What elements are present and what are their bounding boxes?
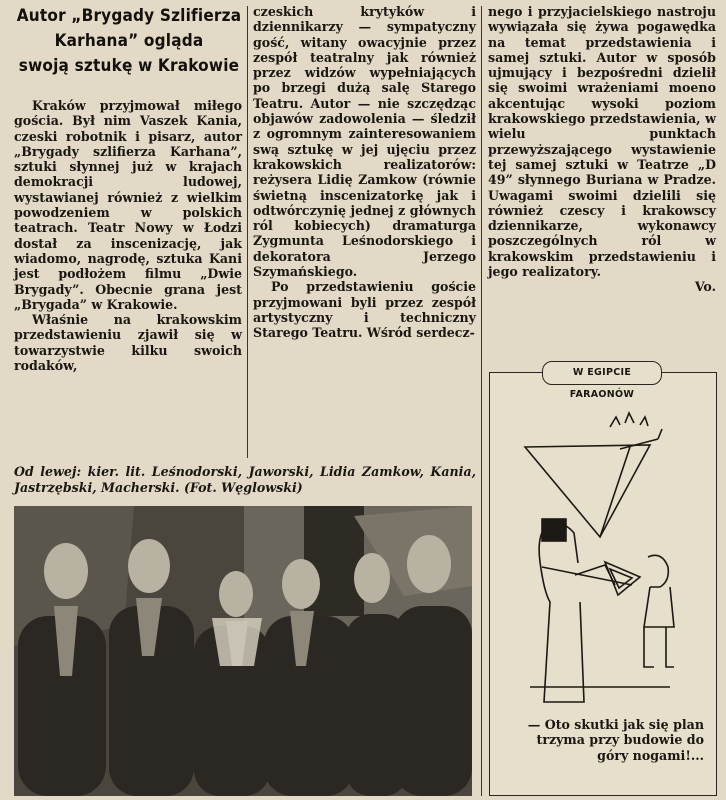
column-divider-2 xyxy=(481,6,482,796)
column-1-paragraph-2: Właśnie na krakowskim przedstawieniu zjawił się w towarzystwie kilku swoich rodaków, xyxy=(14,312,242,374)
column-3-paragraph-1: nego i przyjacielskiego nastroju wywiązała się żywa pogawędka na temat przedstawienia i samej sztuki. Autor w sposób ujmujący i bezpośredni dzielił się swoimi wrażeniami moeno akcentując wysoki poziom krakowskiego przedstawienia, w wielu punktach przewyższającego wystawienie tej samej sztuki w Teatrze „D 49” słynnego Buriana w Pradze. Uwagami swoimi dzielili się również czescy i krakowscy dziennikarze, wykonawcy poszczególnych ról w krakowskim przedstawieniu i jego realizatory. xyxy=(488,4,716,280)
group-photo-image xyxy=(14,506,472,796)
cartoon-title: W EGIPCIE FARAONÓW xyxy=(542,361,662,385)
cartoon-box xyxy=(489,367,717,796)
headline-line-3: swoją sztukę w Krakowie xyxy=(18,56,240,76)
article-signature: Vo. xyxy=(694,279,716,295)
article-column-1 xyxy=(14,98,242,373)
photo-caption: Od lewej: kier. lit. Leśnodorski, Jaworski, Lidia Zamkow, Kania, Jastrzębski, Macherski. (Fot. Węglowski) xyxy=(14,464,476,495)
headline-line-2: Karhana” ogląda xyxy=(54,31,204,51)
column-2-paragraph-1: czeskich krytyków i dziennikarzy — sympatyczny gość, witany owacyjnie przez zespół teatralny jak również przez widzów wypełniających po brzegi dużą salę Starego Teatru. Autor — nie szczędząc objawów zadowolenia — śledził z ogromnym zainteresowaniem swą sztukę w jej ujęciu przez krakowskich realizatorów: reżysera Lidię Zamkow (równie świetną inscenizatorkę jak i odtwórczynię jednej z głównych ról kobiecych) dramaturga Zygmunta Leśnodorskiego i dekoratora Jerzego Szymańskiego. xyxy=(253,4,476,280)
cartoon-drawing xyxy=(490,387,715,717)
column-2-paragraph-2: Po przedstawieniu goście przyjmowani byli przez zespół artystyczny i techniczny Starego Teatru. Wśród serdecz- xyxy=(253,279,476,341)
article-column-3 xyxy=(488,4,716,295)
article-column-2 xyxy=(253,4,476,341)
cartoon-caption: — Oto skutki jak się plan trzyma przy budowie do góry nogami!... xyxy=(527,717,704,763)
column-1-paragraph-1: Kraków przyjmował miłego gościa. Był nim Vaszek Kania, czeski robotnik i pisarz, autor „Brygady szlifierza Karhana”, sztuki słynnej już w krajach demokracji ludowej, wystawianej również z wielkim powodzeniem w polskich teatrach. Teatr Nowy w Łodzi dostał za inscenizację, jak wiadomo, nagrodę, sztuka Kani jest podłożem filmu „Dwie Brygady”. Obecnie grana jest „Brygada” w Krakowie. xyxy=(14,98,242,312)
group-photo xyxy=(14,506,472,796)
headline-line-1: Autor „Brygady Szlifierza xyxy=(16,6,242,26)
article-headline xyxy=(14,4,244,79)
column-divider-1 xyxy=(247,6,248,458)
